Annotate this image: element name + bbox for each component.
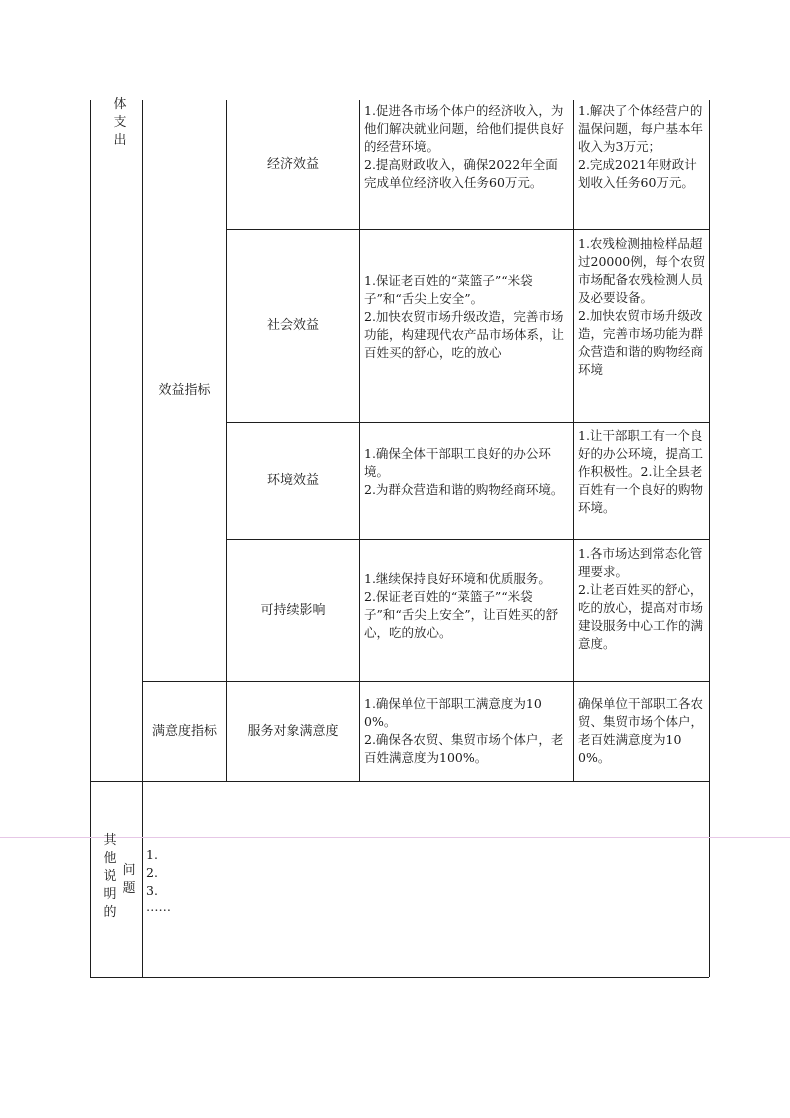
actual-sustainable: 1.各市场达到常态化管理要求。 2.让老百姓买的舒心，吃的放心，提高对市场建设服务中心工作的满意度。 (578, 546, 704, 651)
actual-social: 1.农残检测抽检样品超过20000例，每个农贸市场配备农残检测人员及必要设备。 2.加快农贸市场升级改造，完善市场功能为群众营造和谐的购物经商环境 (578, 236, 706, 377)
table-border-right (709, 100, 710, 977)
target-sustainable: 1.继续保持良好环境和优质服务。 2.保证老百姓的“菜篮子”“米袋子”和“舌尖上安全”，让百姓买的舒心，吃的放心。 (364, 571, 559, 640)
sub-indicator-economic: 经济效益 (266, 156, 319, 172)
other-notes-item: …… (146, 899, 171, 914)
row-divider-5 (90, 781, 709, 782)
sub-indicator-service-satisfaction: 服务对象满意度 (247, 723, 339, 739)
other-notes-item: 3. (146, 883, 158, 898)
actual-service-satisfaction: 确保单位干部职工各农贸、集贸市场个体户，老百姓满意度为100%。 (578, 696, 704, 765)
scan-mark-line (0, 837, 790, 838)
sub-indicator-social: 社会效益 (266, 318, 319, 333)
target-environment: 1.确保全体干部职工良好的办公环境。 2.为群众营造和谐的购物经商环境。 (364, 446, 564, 497)
category-benefit-indicators: 效益指标 (158, 382, 211, 398)
sub-indicator-environment: 环境效益 (266, 473, 319, 488)
actual-environment: 1.让干部职工有一个良好的办公环境，提高工作积极性。2.让全县老百姓有一个良好的购物环境。 (578, 428, 704, 515)
left-column-label: 体支出 (113, 97, 127, 148)
column-divider-actual (573, 100, 574, 781)
table-border-bottom (90, 977, 709, 978)
target-service-satisfaction: 1.确保单位干部职工满意度为100%。 2.确保各农贸、集贸市场个体户，老百姓满意度为100%。 (364, 696, 564, 765)
target-economic: 1.促进各市场个体户的经济收入，为他们解决就业问题，给他们提供良好的经营环境。 2.提高财政收入，确保2022年全面完成单位经济收入任务60万元。 (364, 103, 565, 190)
table-border-left (90, 100, 91, 977)
column-divider-target (359, 100, 360, 781)
other-notes-sub-label: 问题 (122, 863, 136, 896)
sub-indicator-sustainable: 可持续影响 (260, 602, 326, 618)
actual-economic: 1.解决了个体经营户的温保问题，每户基本年收入为3万元； 2.完成2021年财政计划收入任务60万元。 (578, 103, 704, 190)
other-notes-label: 其他说明的 (103, 833, 117, 920)
target-social: 1.保证老百姓的“菜篮子”“米袋子”和“舌尖上安全”。 2.加快农贸市场升级改造，完善市场功能，构建现代农产品市场体系，让百姓买的舒心，吃的放心 (364, 273, 565, 360)
other-notes-item: 1. (146, 847, 158, 862)
category-satisfaction-indicators: 满意度指标 (151, 723, 217, 739)
other-notes-item: 2. (146, 865, 158, 880)
